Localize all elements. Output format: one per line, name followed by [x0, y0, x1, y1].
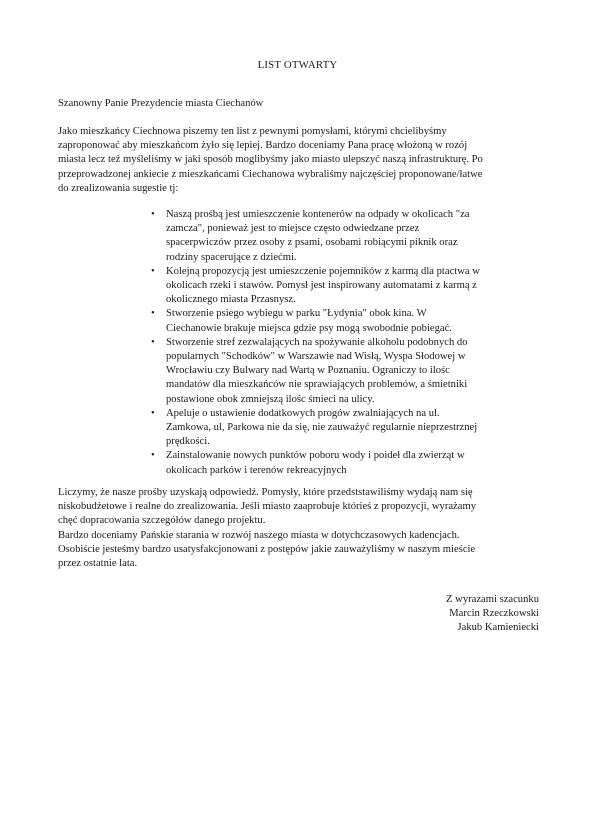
- signer-name: Marcin Rzeczkowski: [449, 608, 539, 620]
- proposals-list: [151, 208, 542, 478]
- list-item: [151, 208, 542, 265]
- list-item-line: postawione obok zmniejszą ilośc śmieci na ulicy.: [166, 393, 375, 405]
- list-item-line: popularnych "Schodków" w Warszawie nad Wisłą, Wyspa Słodowej w: [166, 351, 466, 363]
- intro-line: do zrealizowania sugestie tj:: [58, 182, 179, 194]
- bullet-icon: •: [151, 407, 155, 419]
- list-item: [151, 449, 542, 477]
- bullet-icon: •: [151, 209, 155, 220]
- list-item-line: mandatów dla mieszkańców nie sprawiających problemów, a śmietniki: [166, 379, 468, 391]
- list-item: [151, 407, 542, 450]
- list-item-line: Stworzenie psiego wybiegu w parku "Łydynia" obok kina. W: [166, 308, 427, 320]
- list-item-line: rodziny spacerujące z dziećmi.: [166, 251, 297, 263]
- regards-text: Z wyrazami szacunku: [446, 594, 539, 605]
- list-item: [151, 265, 542, 308]
- list-item-line: okolicach rzeki i stawów. Pomysł jest inspirowany automatami z karmą z: [166, 280, 477, 292]
- bullet-icon: •: [151, 450, 155, 462]
- bullet-icon: •: [151, 308, 155, 320]
- closing-line: niskobudżetowe i realne do zrealizowania. Jeśli miasto zaaprobuje którieś z propozycji, wyrażamy: [58, 501, 477, 513]
- closing-line: Bardzo doceniamy Pańskie starania w rozwój naszego miasta w dotychczasowych kadencjach.: [58, 529, 460, 541]
- closing-line: chęć dopracowania szczegółów danego projektu.: [58, 515, 266, 527]
- letter-title: LIST OTWARTY: [257, 59, 338, 71]
- closing-line: Liczymy, że nasze prośby uzyskają odpowiedź. Pomysły, które przedststawiliśmy wydają nam się: [58, 487, 473, 498]
- list-item-line: okolicach parków i terenów rekreacyjnych: [166, 464, 347, 476]
- bullet-icon: •: [151, 265, 155, 277]
- list-item-line: okolicznego miasta Przasnysz.: [166, 294, 296, 306]
- list-item-line: Ciechanowie brakuje miejsca gdzie psy mogą swobodnie pobiegać.: [166, 322, 452, 334]
- list-item: [151, 307, 542, 335]
- list-item-line: zamcza", ponieważ jest to miejsce często odwiedzane przez: [166, 223, 420, 235]
- intro-line: miasta lecz też myśleliśmy w jaki sposób moglibyśmy jako miasto ulepszyć naszą infrastrukturę. Po: [58, 154, 483, 166]
- signer-name: Jakub Kamieniecki: [457, 622, 539, 634]
- list-item-line: Zainstalowanie nowych punktów poboru wody i poideł dla zwierząt w: [166, 450, 465, 462]
- intro-line: przeprowadzonej ankiecie z mieszkańcami Ciechanowa wybraliśmy najczęściej proponowane/łatwe: [58, 168, 483, 180]
- intro-paragraph: [58, 125, 548, 196]
- closing-line: Osobiście jesteśmy bardzo usatysfakcjonowani z postępów jakie zauważyliśmy w naszym mieście: [58, 543, 476, 555]
- bullet-icon: •: [151, 336, 155, 348]
- closing-paragraph: [58, 486, 548, 571]
- list-item-line: spacerpwiczów przez osoby z psami, osobami robiącymi piknik oraz: [166, 237, 458, 249]
- list-item-line: Zamkowa, ul, Parkowa nie da się, nie zauważyć regularnie nieprzestrznej: [166, 422, 478, 434]
- list-item-line: Wrocławiu czy Bulwary nad Wartą w Poznaniu. Ograniczy to ilośc: [166, 365, 450, 377]
- letter-greeting: Szanowny Panie Prezydencie miasta Ciechanów: [58, 98, 264, 109]
- signature-block: [446, 593, 539, 636]
- list-item-line: Naszą prośbą jest umieszczenie kontenerów na odpady w okolicach "za: [166, 209, 470, 220]
- list-item-line: Kolejną propozycją jest umieszczenie pojemników z karmą dla ptactwa w: [166, 265, 480, 277]
- list-item-line: Stworzenie stref zezwalających na spożywanie alkoholu podobnych do: [166, 336, 468, 348]
- list-item-line: prędkości.: [166, 436, 210, 448]
- intro-line: Jako mieszkańcy Ciechnowa piszemy ten list z pewnymi pomysłami, którymi chcielibyśmy: [58, 126, 447, 137]
- list-item-line: Apeluje o ustawienie dodatkowych progów zwalniających na ul.: [166, 407, 440, 419]
- closing-line: przez ostatnie lata.: [58, 558, 138, 570]
- intro-line: zaproponować aby mieszkańcom żyło się lepiej. Bardzo doceniamy Pana pracę włożoną w rozój: [58, 140, 468, 152]
- list-item: [151, 336, 542, 407]
